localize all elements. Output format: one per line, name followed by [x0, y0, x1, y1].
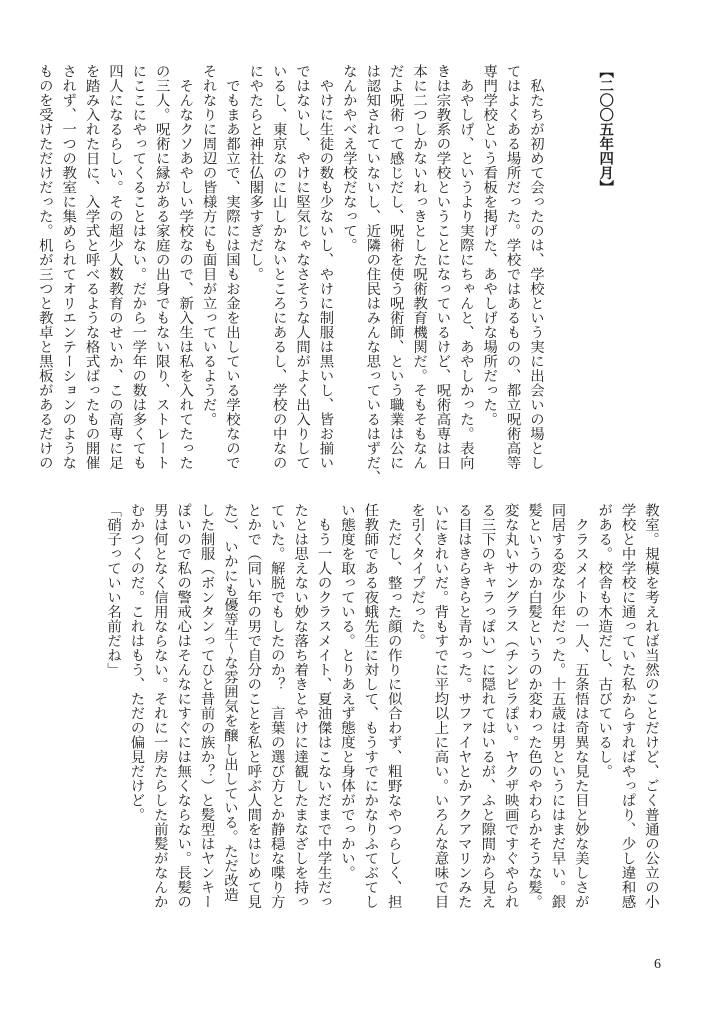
text-line: 変な丸いサングラス（チンピラぽい。ヤクザ映画ですぐやられ: [502, 503, 519, 909]
text-line: いるし、東京なのに山しかないところにあるし、学校の中なの: [270, 64, 287, 470]
text-line: てはよくある場所だった。学校ではあるものの、都立呪術高等: [504, 64, 521, 470]
text-line: ただし、整った顔の作りに似合わず、粗野なやつらしく、担: [385, 503, 402, 909]
text-line: ていた。解脱でもしたのか？ 言葉の選び方とか静穏な喋り方: [268, 503, 285, 909]
text-line: とかで（同い年の男で自分のことを私と呼ぶ人間をはじめて見: [245, 503, 262, 909]
text-line: を引くタイプだった。: [409, 503, 426, 648]
text-line: でもまあ都立で、実際には国もお金を出している学校なので: [223, 64, 240, 470]
text-line: 任教師である夜蛾先生に対して、もうすでにかなりふてぶてし: [362, 503, 379, 909]
text-line: 髪というのか白髪というのか変わった色のやわらかそうな髪。: [526, 503, 543, 909]
text-line: る目はきらきらと青かった。サファイヤとかアクアマリンみた: [455, 503, 472, 909]
text-line: ぽいので私の警戒心はそんなにすぐには無くならない。長髪の: [175, 503, 192, 909]
text-line: 学校と中学校に通っていた私からすればやっぱり、少し違和感: [619, 503, 636, 909]
text-line: 専門学校という看板を掲げた、あやしげな場所だった。: [481, 64, 498, 427]
text-line: そんなクソあやしい学校なので、新入生は私を入れてたった: [177, 64, 194, 470]
text-line: きは宗教系の学校ということになっているけど、呪術高専は日: [434, 64, 451, 470]
text-line: は認知されていないし、近隣の住民はみんな思っているはずだ、: [364, 64, 381, 485]
text-line: た）、いかにも優等生〜な雰囲気を醸し出している。ただ改造: [221, 503, 238, 902]
text-line: 「硝子っていい名前だね」: [105, 503, 122, 677]
text-line: の三人。呪術に縁がある家庭の出身でもない限り、ストレート: [153, 64, 170, 470]
text-line: むかつくのだ。これはもう、ただの偏見だけど。: [128, 503, 145, 822]
text-line: なんかやべえ学校だなって。: [340, 64, 357, 253]
text-line: 男は何となく信用ならない。それに一房たらした前髪がなんか: [151, 503, 168, 909]
text-line: を踏み入れた日に、入学式と呼べるような格式ばったもの開催: [83, 64, 100, 470]
text-line: だよ呪術って感じだし、呪術を使う呪術師、という職業は公に: [387, 64, 404, 470]
text-line: いにきれいだ。背もすでに平均以上に高い。いろんな意味で目: [432, 503, 449, 909]
text-line: クラスメイトの一人、五条悟は奇異な見た目と妙な美しさが: [572, 503, 589, 909]
text-line: それなりに周辺の皆様方にも面目が立っているようだ。: [200, 64, 217, 427]
text-line: 本に二つしかないれっきとした呪術教育機関だ。そもそもなん: [411, 64, 428, 470]
text-line: る三下のキャラっぽい）に隠れてはいるが、ふと隙間から見え: [479, 503, 496, 909]
text-line: [547, 64, 570, 476]
text-line: がある。校舎も木造だし、古びているし。: [596, 503, 613, 779]
section-heading: 【二〇〇五年四月】: [597, 64, 615, 195]
text-line: もう一人のクラスメイト、夏油傑はこないだまで中学生だっ: [315, 503, 332, 909]
text-line: にやたらと神社仏閣多すぎだし。: [247, 64, 264, 282]
text-line: あやしげ、というより実際にちゃんと、あやしかった。表向: [457, 64, 474, 470]
text-line: 教室。規模を考えれば当然のことだけど、ごく普通の公立の小: [643, 503, 659, 909]
text-line: ではないし、やけに堅気じゃなさそうな人間がよく出入りして: [294, 64, 311, 470]
text-line: やけに生徒の数も少ないし、やけに制服は黒いし、皆お揃い: [317, 64, 334, 470]
lower-text-block: [101, 503, 662, 915]
text-line: い態度を取っている。とりあえず態度と身体がでっかい。: [338, 503, 355, 880]
text-line: 四人になるらしい。その超少人数教育のせいか、この高専に足: [106, 64, 123, 470]
text-line: 私たちが初めて会ったのは、学校という実に出会いの場とし: [528, 64, 544, 470]
text-line: 同居する変な少年だった。十五歳は男というにはまだ早い。銀: [549, 503, 566, 909]
text-line: たとは思えない妙な落ち着きとやけに達観したまなざしを持っ: [292, 503, 309, 909]
page-number: 6: [654, 957, 661, 972]
upper-text-block: [32, 64, 664, 485]
text-line: されず、一つの教室に集められてオリエンテーションのような: [60, 64, 77, 470]
text-line: ものを受けただけだった。机が三つと教卓と黒板があるだけの: [36, 64, 53, 470]
text-line: した制服（ボンタンってひと昔前の族か？）と髪型はヤンキー: [198, 503, 215, 909]
text-line: にここにやってくることはない。だから一学年の数は多くても: [130, 64, 147, 470]
